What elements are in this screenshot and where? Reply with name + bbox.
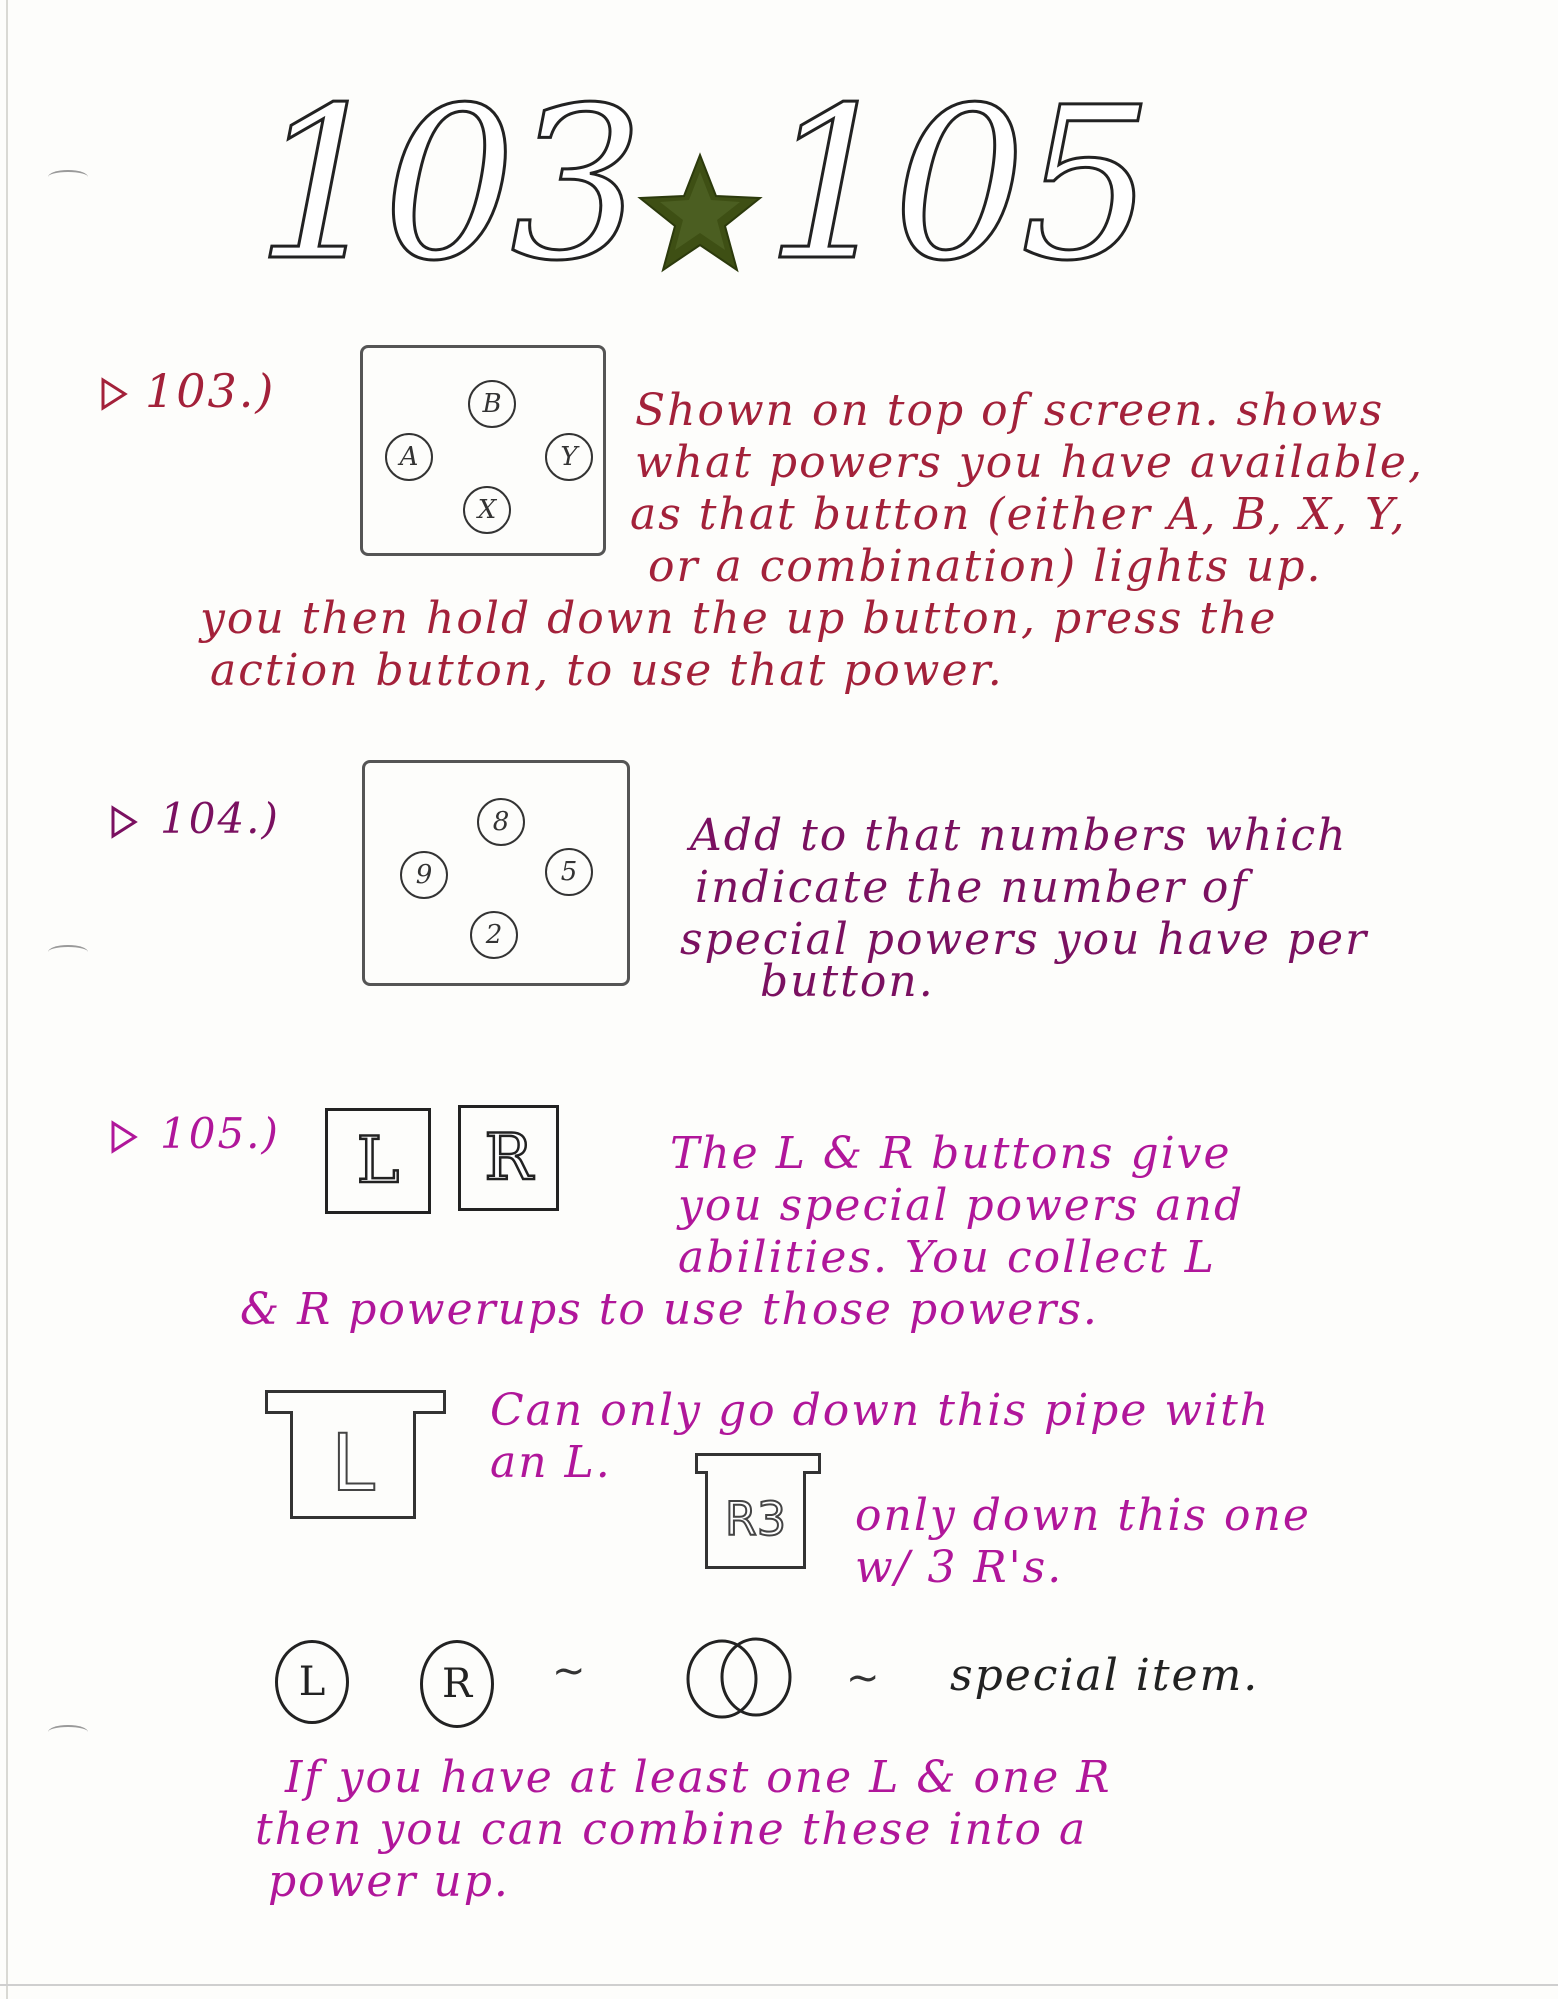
bullet-triangle-icon [110, 1113, 138, 1157]
closing-text-line: then you can combine these into a [255, 1804, 1088, 1855]
page-title [255, 60, 1155, 307]
section-104-label: 104.) [160, 794, 280, 843]
r-button-icon: R [458, 1105, 559, 1211]
bullet-triangle-icon [110, 798, 138, 842]
button-count-diagram-104 [362, 760, 630, 986]
section-104-text-line: button. [760, 956, 935, 1007]
star-sticker-icon [635, 150, 765, 280]
binder-hole-mark [48, 170, 88, 184]
pipe-l-text-line: Can only go down this pipe with [490, 1385, 1271, 1436]
tilde-separator: ~ [552, 1648, 586, 1694]
section-105-text-line: you special powers and [678, 1180, 1245, 1231]
section-105-text-line: & R powerups to use those powers. [240, 1284, 1099, 1335]
button-count-top-icon: 8 [477, 798, 525, 846]
section-103-label: 103.) [145, 364, 276, 418]
button-x-icon: X [463, 486, 511, 534]
pipe-l-text-line: an L. [490, 1437, 612, 1488]
section-105-text-line: The L & R buttons give [670, 1128, 1232, 1179]
section-105-label: 105.) [160, 1109, 280, 1158]
binder-hole-mark [48, 945, 88, 959]
button-a-icon: A [385, 433, 433, 481]
button-count-bottom-icon: 2 [470, 911, 518, 959]
closing-text-line: power up. [268, 1856, 510, 1907]
button-layout-diagram-103 [360, 345, 606, 556]
section-103-text-line: or a combination) lights up. [648, 541, 1323, 592]
r-powerup-circle-icon: R [420, 1640, 494, 1728]
section-103-text-line: as that button (either A, B, X, Y, [630, 489, 1407, 540]
closing-text-line: If you have at least one L & one R [285, 1752, 1112, 1803]
pipe-l-icon: L [290, 1411, 416, 1519]
special-item-icon [680, 1635, 800, 1720]
button-count-right-icon: 5 [545, 848, 593, 896]
page-edge-line [6, 0, 8, 1999]
section-104-text-line: Add to that numbers which [690, 810, 1348, 861]
page-bottom-line [0, 1984, 1558, 1986]
section-104-text-line: special powers you have per [680, 914, 1369, 965]
title-left-number: 103 [255, 62, 638, 307]
tilde-separator: ~ [846, 1655, 880, 1701]
special-item-label: special item. [950, 1650, 1260, 1701]
title-right-number: 105 [765, 62, 1148, 307]
button-count-left-icon: 9 [400, 851, 448, 899]
l-button-icon: L [325, 1108, 431, 1214]
binder-hole-mark [48, 1725, 88, 1739]
section-103-text-line: what powers you have available, [635, 437, 1424, 488]
pipe-r3-text-line: only down this one [855, 1490, 1311, 1541]
section-105-text-line: abilities. You collect L [678, 1232, 1216, 1283]
section-103-text-line: you then hold down the up button, press the [200, 593, 1278, 644]
button-y-icon: Y [545, 433, 593, 481]
l-powerup-circle-icon: L [275, 1640, 349, 1724]
section-104-text-line: indicate the number of [695, 862, 1249, 913]
bullet-triangle-icon [100, 370, 128, 414]
section-103-text-line: Shown on top of screen. shows [635, 385, 1385, 436]
button-b-icon: B [468, 380, 516, 428]
pipe-r3-icon: R3 [705, 1471, 806, 1569]
pipe-r3-text-line: w/ 3 R's. [855, 1542, 1064, 1593]
section-103-text-line: action button, to use that power. [210, 645, 1004, 696]
